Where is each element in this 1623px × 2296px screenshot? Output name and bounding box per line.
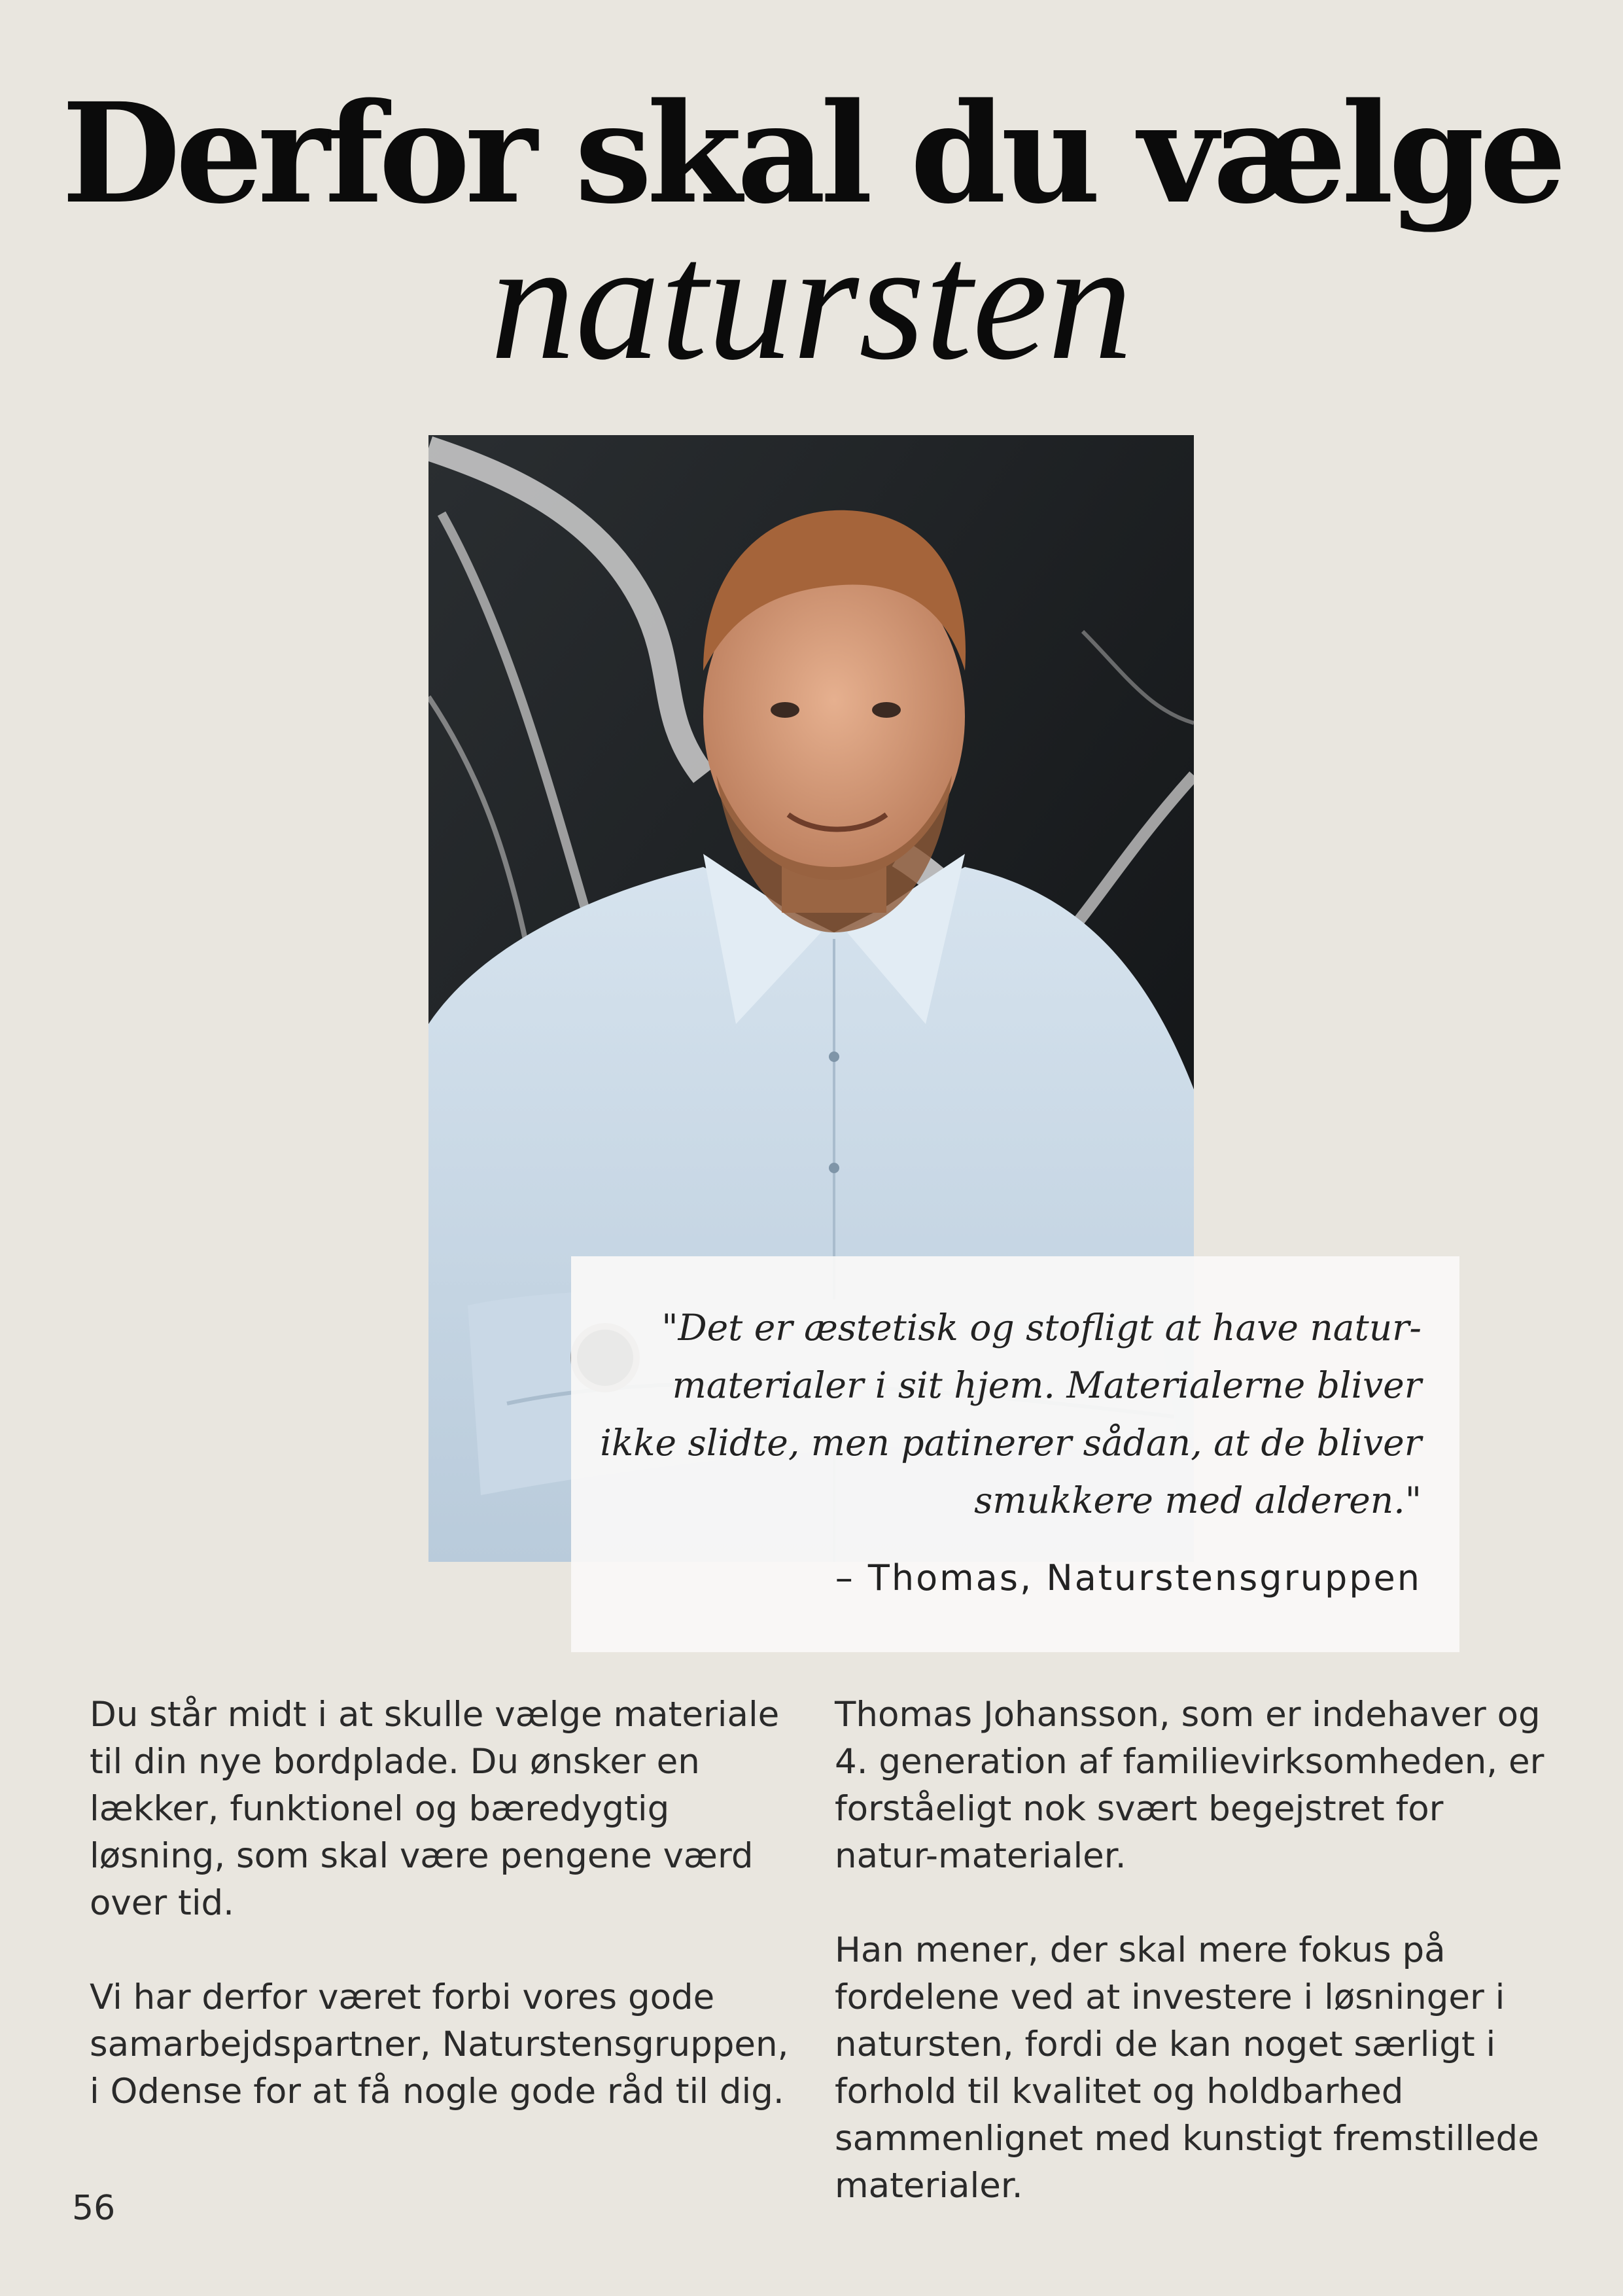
- body-column-right: [835, 1691, 1548, 2257]
- body-column-left: [90, 1691, 803, 2163]
- page-title: Derfor skal du vælge: [61, 73, 1562, 234]
- quote-box: [571, 1256, 1459, 1652]
- body-paragraph: Du står midt i at skulle vælge materiale til din nye bordplade. Du ønsker en lækker, funktionel og bæredygtig løsning, som skal være pengene værd over tid.: [90, 1695, 780, 1923]
- body-paragraph: Han mener, der skal mere fokus på fordelene ved at investere i løsninger i natursten, fordi de kan noget særligt i forhold til kvalitet og holdbarhed sammenlignet med kunstigt fremstillede materialer.: [835, 1930, 1539, 2206]
- quote-author: – Thomas, Naturstensgruppen: [835, 1557, 1422, 1598]
- body-paragraph: Thomas Johansson, som er indehaver og 4. generation af familievirksomheden, er forståeligt nok svært begejstret for natur-materialer.: [835, 1695, 1544, 1876]
- quote-text: "Det er æstetisk og stofligt at have natur-materialer i sit hjem. Materialerne bliver ikke slidte, men patinerer sådan, at de bliver smukkere med alderen.": [600, 1307, 1422, 1521]
- body-paragraph: Vi har derfor været forbi vores gode samarbejdspartner, Naturstensgruppen, i Odense for at få nogle gode råd til dig.: [90, 1977, 789, 2111]
- page-number: 56: [72, 2189, 116, 2228]
- page-title-italic: natursten: [490, 207, 1133, 395]
